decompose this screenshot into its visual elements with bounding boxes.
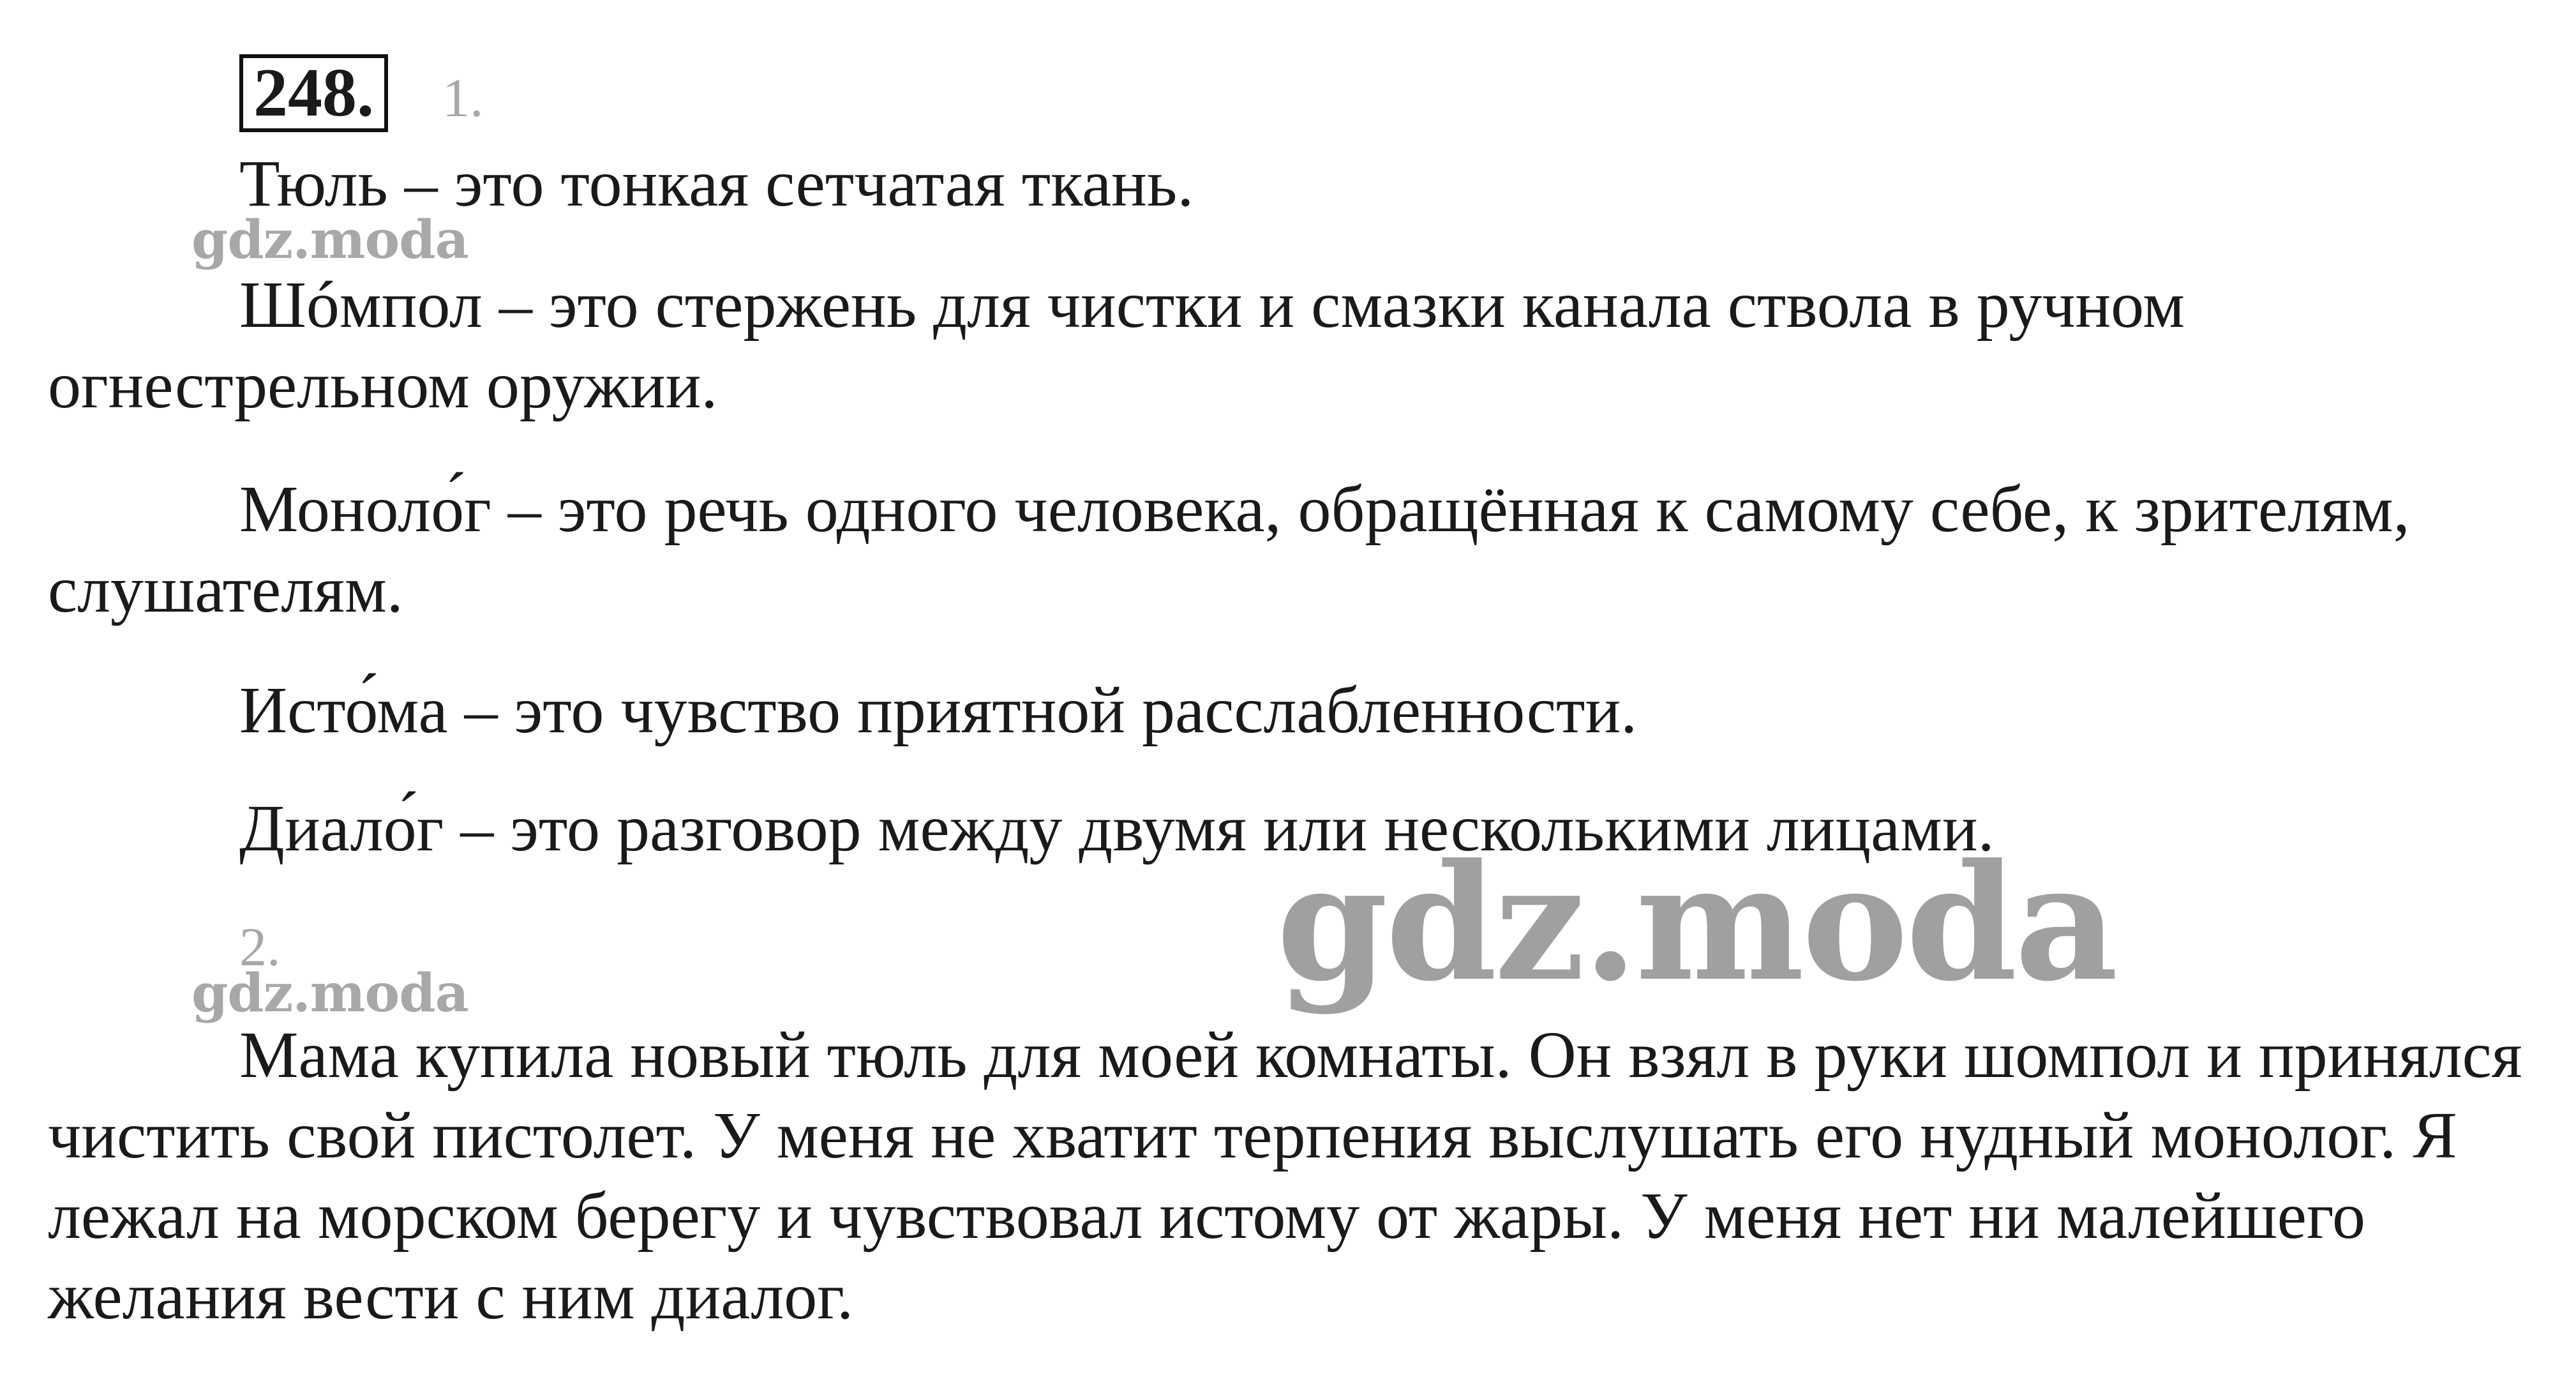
definition-istoma: Исто́ма – это чувство приятной расслабленности. bbox=[239, 674, 1638, 747]
part-2-label: 2. bbox=[239, 916, 281, 977]
definition-monolog: Моноло́г – это речь одного человека, обращённая к самому себе, к зрителям, слушателям. bbox=[48, 472, 2410, 626]
watermark-small-top: gdz.moda bbox=[191, 209, 468, 271]
example-sentences: Мама купила новый тюль для моей комнаты. Он взял в руки шомпол и принялся чистить свой пистолет. У меня не хватит терпения выслушать его нудный монолог. Я лежал на морском берегу и чувствовал истому от жары. У меня нет ни малейшего желания вести с ним диалог. bbox=[48, 1018, 2522, 1333]
definition-shompol: Шóмпол – это стержень для чистки и смазки канала ствола в ручном огнестрельном оружии. bbox=[48, 268, 2185, 422]
definition-dialog: Диало́г – это разговор между двумя или несколькими лицами. bbox=[239, 792, 1995, 865]
watermark-large: gdz.moda bbox=[1277, 829, 2116, 1016]
watermark-small-middle: gdz.moda bbox=[191, 963, 468, 1024]
part-1-label: 1. bbox=[442, 67, 484, 128]
task-number-box: 248. bbox=[239, 54, 388, 132]
definition-tyul: Тюль – это тонкая сетчатая ткань. bbox=[239, 147, 1194, 220]
